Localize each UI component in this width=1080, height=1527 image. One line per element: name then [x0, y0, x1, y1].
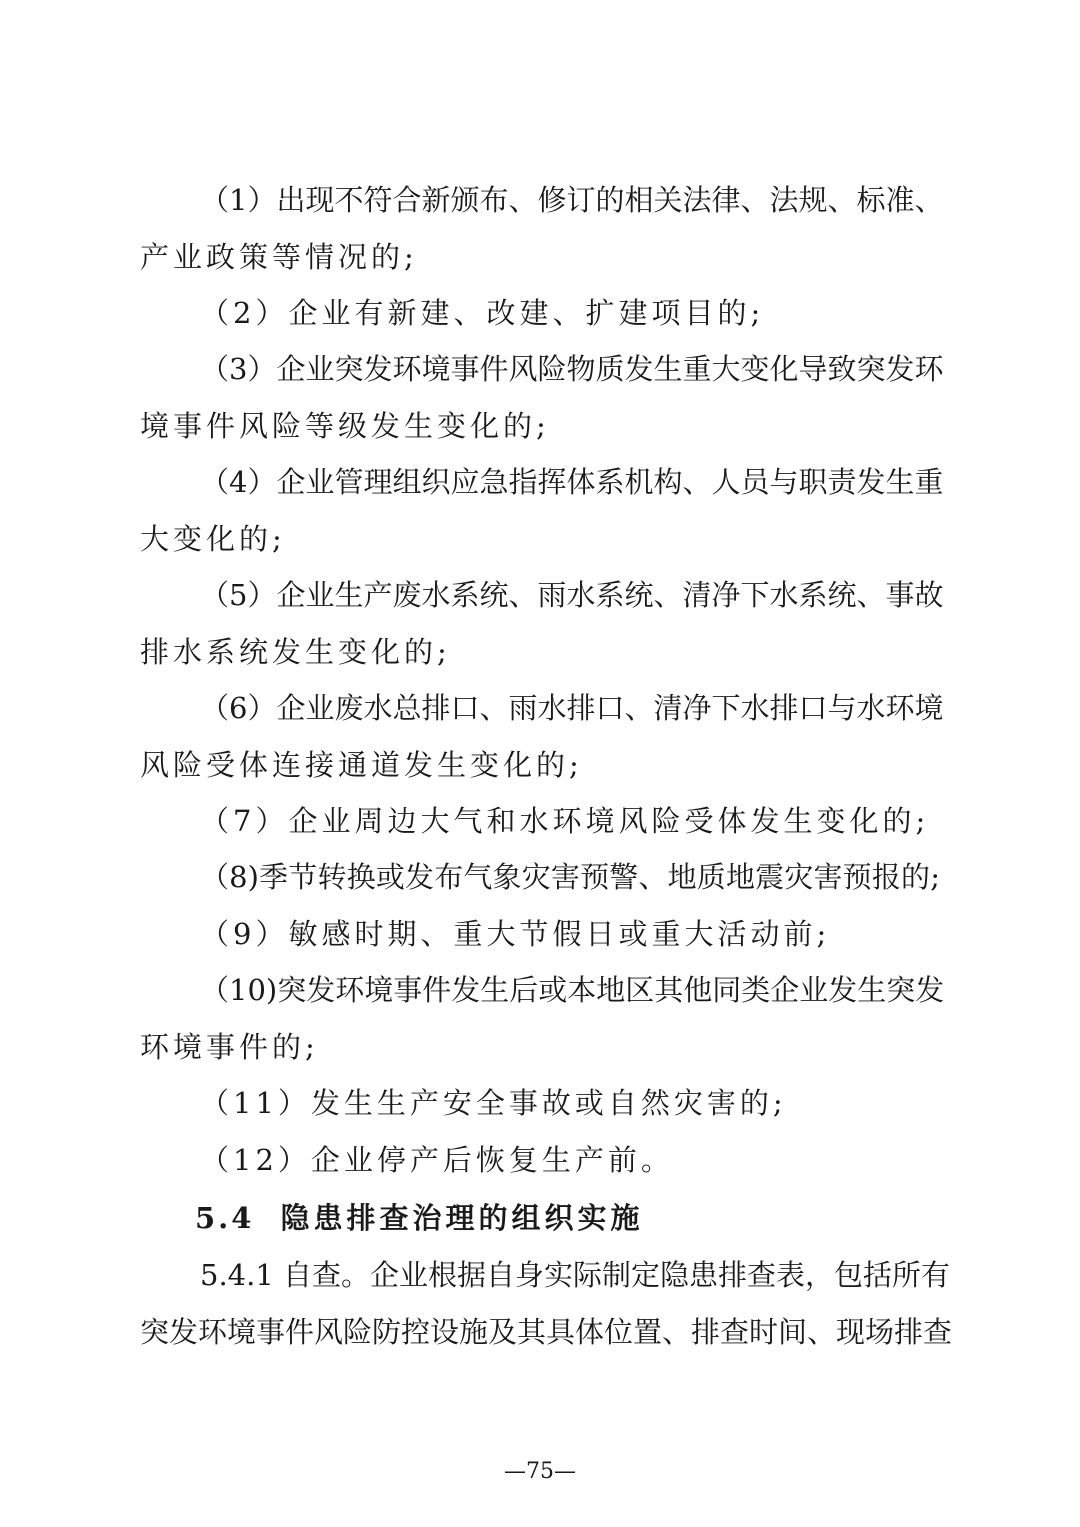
list-item-6-line-1: （6）企业废水总排口、雨水排口、清净下水排口与水环境 [200, 691, 944, 725]
list-item-5-line-2: 排水系统发生变化的; [140, 635, 451, 669]
list-item-2: （2）企业有新建、改建、扩建项目的; [200, 296, 765, 330]
list-item-1-line-1: （1）出现不符合新颁布、修订的相关法律、法规、标准、 [200, 183, 944, 217]
section-title: 隐患排查治理的组织实施 [280, 1201, 644, 1235]
list-item-10-line-1: （10)突发环境事件发生后或本地区其他同类企业发生突发 [200, 973, 945, 1007]
list-item-6-line-2: 风险受体连接通道发生变化的; [140, 748, 583, 782]
section-heading [195, 1198, 643, 1238]
list-item-4-line-1: （4）企业管理组织应急指挥体系机构、人员与职责发生重 [200, 465, 944, 499]
subsection-paragraph-line-2: 突发环境事件风险防控设施及其具体位置、排查时间、现场排查 [140, 1315, 953, 1349]
list-item-1-line-2: 产业政策等情况的; [140, 240, 418, 274]
section-number: 5.4 [195, 1201, 255, 1235]
subsection-paragraph-line-1: 5.4.1 自查。企业根据自身实际制定隐患排查表，包括所有 [200, 1258, 951, 1292]
list-item-8: （8)季节转换或发布气象灾害预警、地质地震灾害预报的; [200, 860, 940, 894]
list-item-11: （11）发生生产安全事故或自然灾害的; [200, 1086, 787, 1120]
list-item-3-line-2: 境事件风险等级发生变化的; [140, 409, 550, 443]
page-number: —75— [504, 1459, 576, 1484]
list-item-3-line-1: （3）企业突发环境事件风险物质发生重大变化导致突发环 [200, 352, 944, 386]
list-item-4-line-2: 大变化的; [140, 522, 286, 556]
list-item-7: （7）企业周边大气和水环境风险受体发生变化的; [200, 804, 930, 838]
list-item-5-line-1: （5）企业生产废水系统、雨水系统、清净下水系统、事故 [200, 578, 944, 612]
list-item-9: （9）敏感时期、重大节假日或重大活动前; [200, 917, 831, 951]
list-item-10-line-2: 环境事件的; [140, 1030, 319, 1064]
list-item-12: （12）企业停产后恢复生产前。 [200, 1143, 674, 1177]
